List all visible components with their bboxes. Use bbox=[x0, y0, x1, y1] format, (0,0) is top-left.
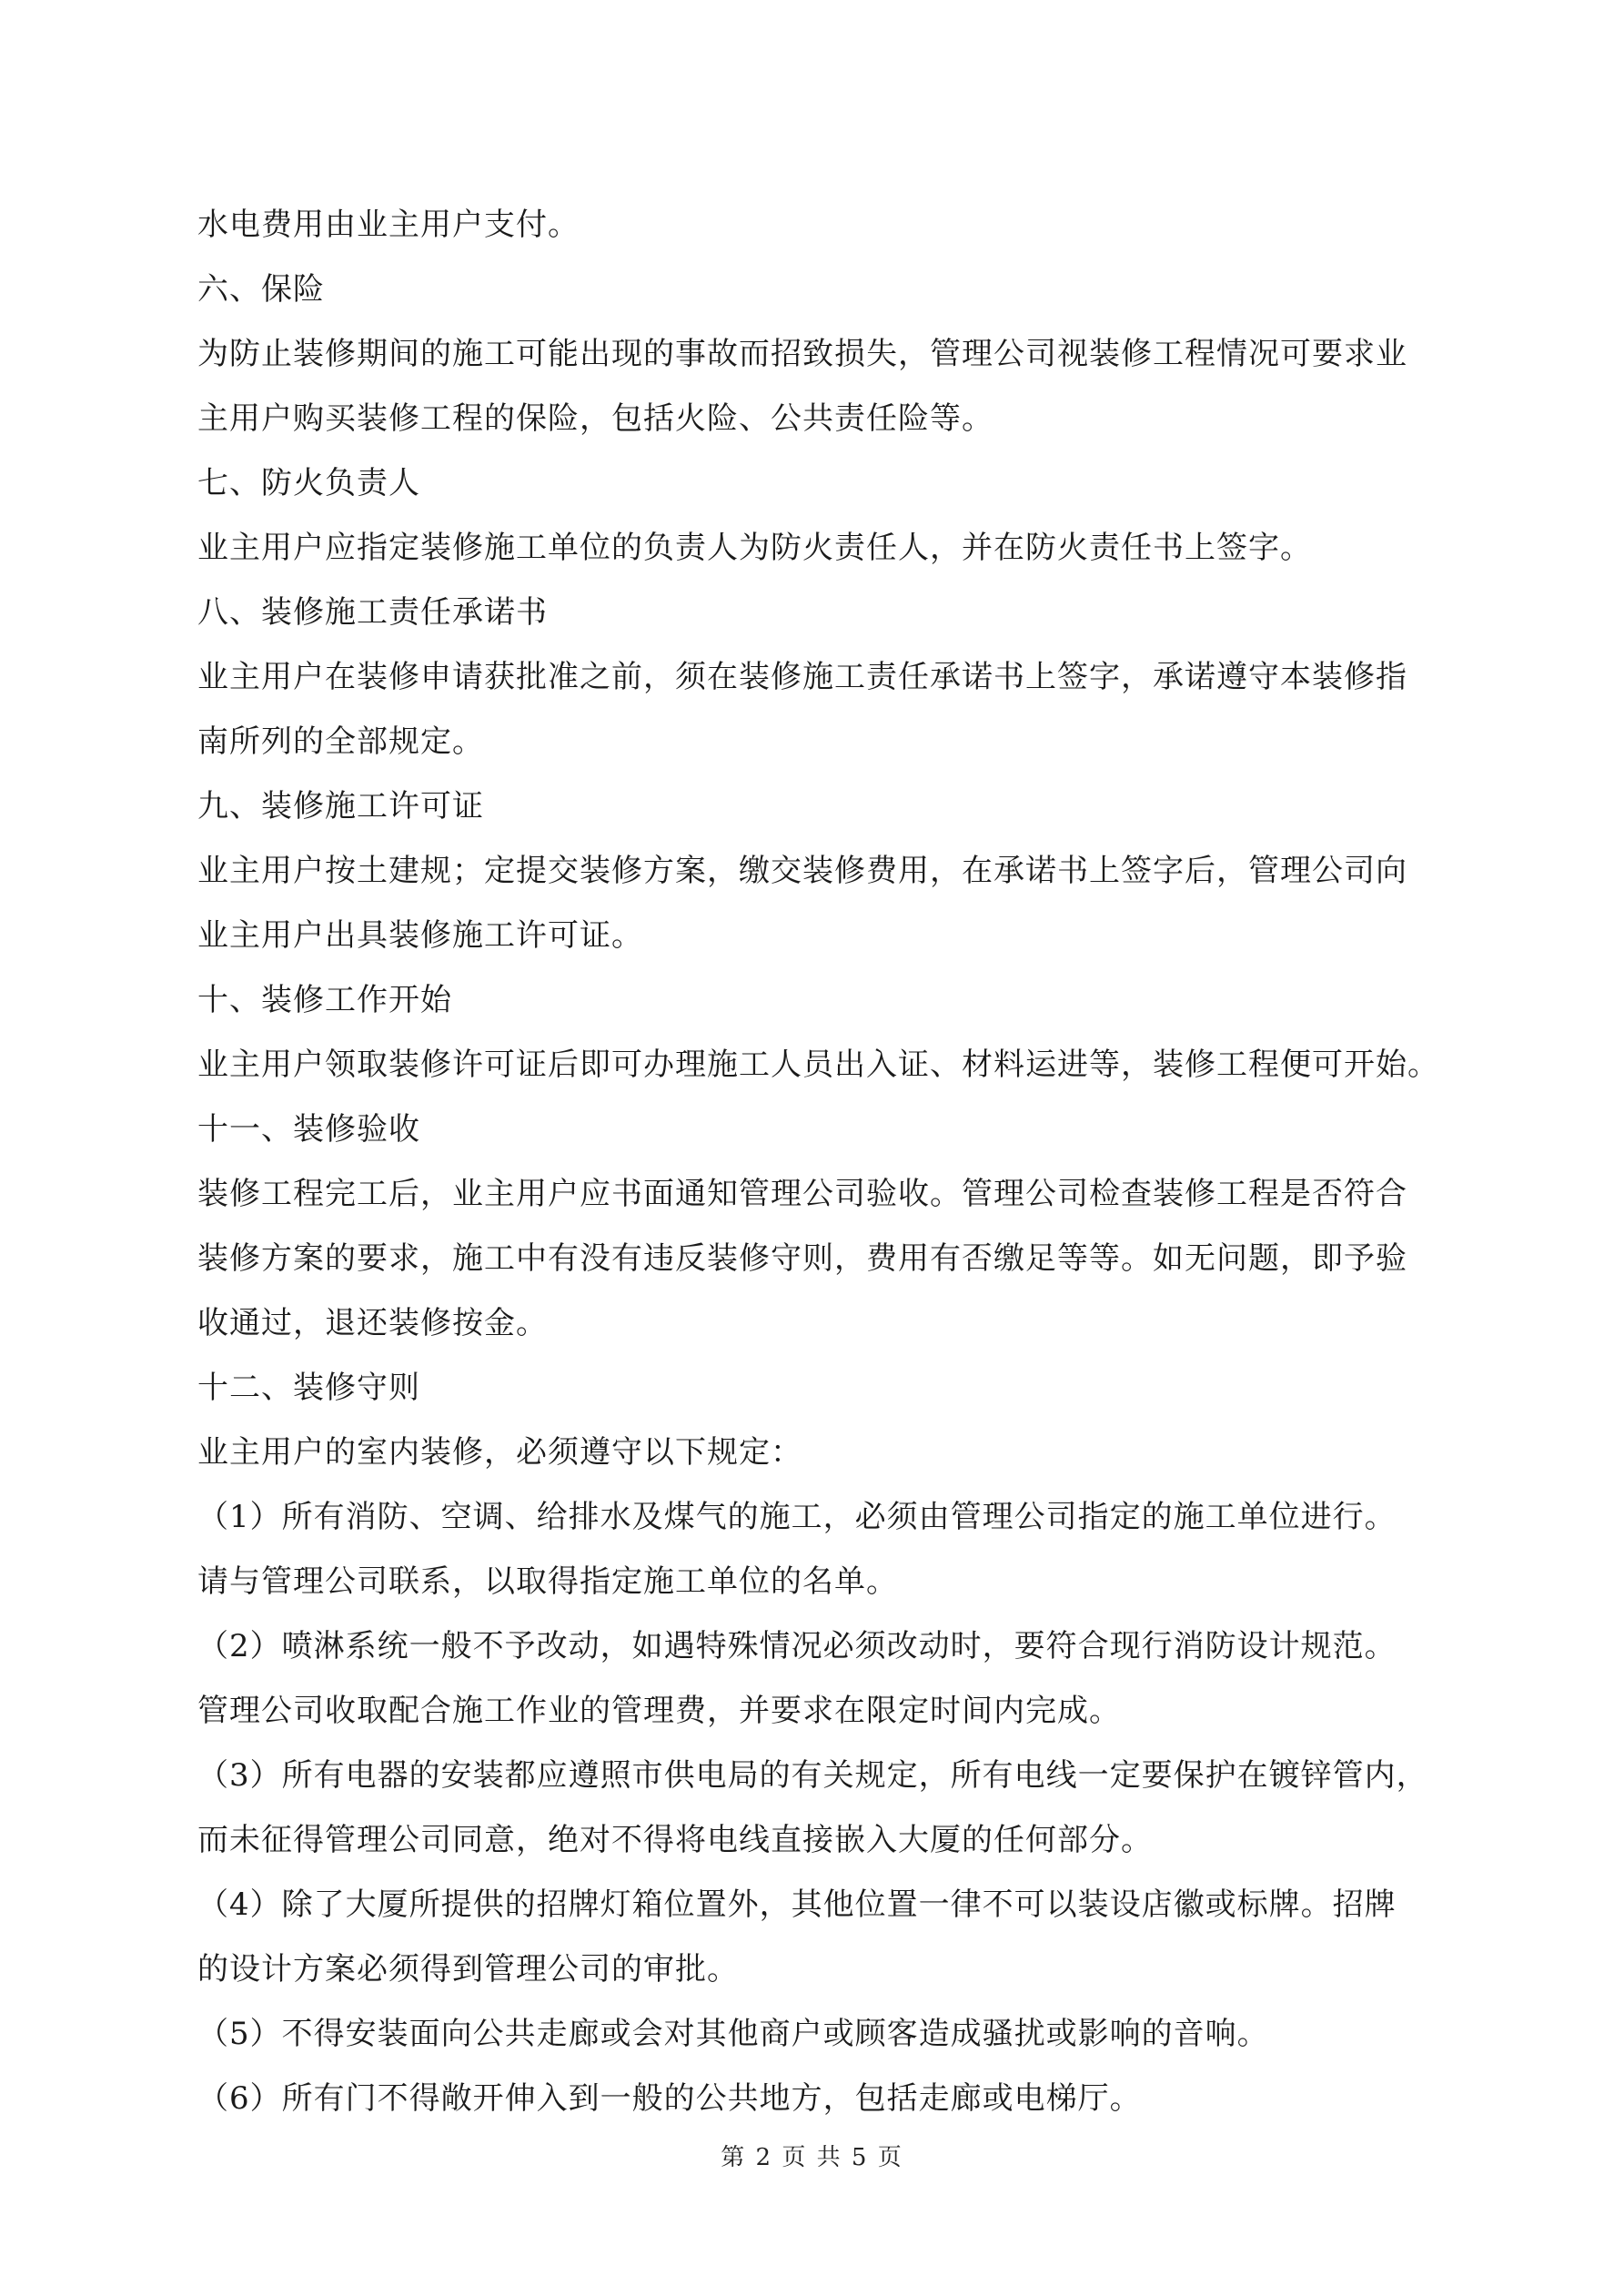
rule-item: （4）除了大厦所提供的招牌灯箱位置外，其他位置一律不可以装设店徽或标牌。招牌 bbox=[197, 1886, 1397, 1923]
body-line: 业主用户应指定装修施工单位的负责人为防火责任人，并在防火责任书上签字。 bbox=[197, 530, 1312, 566]
body-line: 业主用户领取装修许可证后即可办理施工人员出入证、材料运进等，装修工程便可开始。 bbox=[197, 1047, 1439, 1083]
page-number-footer: 第 2 页 共 5 页 bbox=[721, 2144, 903, 2171]
rule-item: （2）喷淋系统一般不予改动，如遇特殊情况必须改动时，要符合现行消防设计规范。 bbox=[197, 1628, 1397, 1664]
body-line: 主用户购买装修工程的保险，包括火险、公共责任险等。 bbox=[197, 400, 994, 437]
body-line: 收通过，退还装修按金。 bbox=[197, 1305, 548, 1341]
section-heading: 十、装修工作开始 bbox=[197, 982, 452, 1018]
rule-item: （5）不得安装面向公共走廊或会对其他商户或顾客造成骚扰或影响的音响。 bbox=[197, 2016, 1269, 2052]
body-line: 业主用户按土建规；定提交装修方案，缴交装修费用，在承诺书上签字后，管理公司向 bbox=[197, 853, 1407, 889]
body-line: 南所列的全部规定。 bbox=[197, 723, 484, 760]
body-line: 而未征得管理公司同意，绝对不得将电线直接嵌入大厦的任何部分。 bbox=[197, 1822, 1153, 1858]
section-heading: 九、装修施工许可证 bbox=[197, 788, 484, 824]
body-line: 请与管理公司联系，以取得指定施工单位的名单。 bbox=[197, 1563, 898, 1600]
body-line: 业主用户的室内装修，必须遵守以下规定： bbox=[197, 1434, 802, 1471]
body-line: 装修方案的要求，施工中有没有违反装修守则，费用有否缴足等等。如无问题，即予验 bbox=[197, 1240, 1407, 1277]
document-body bbox=[197, 193, 1439, 2131]
rule-item: （3）所有电器的安装都应遵照市供电局的有关规定，所有电线一定要保护在镀锌管内， bbox=[197, 1757, 1428, 1794]
body-line: 管理公司收取配合施工作业的管理费，并要求在限定时间内完成。 bbox=[197, 1693, 1121, 1729]
rule-item: （1）所有消防、空调、给排水及煤气的施工，必须由管理公司指定的施工单位进行。 bbox=[197, 1499, 1397, 1535]
body-line: 水电费用由业主用户支付。 bbox=[197, 207, 580, 243]
section-heading: 七、防火负责人 bbox=[197, 465, 420, 501]
section-heading: 六、保险 bbox=[197, 271, 325, 308]
section-heading: 十一、装修验收 bbox=[197, 1111, 420, 1148]
section-heading: 八、装修施工责任承诺书 bbox=[197, 594, 548, 631]
body-line: 业主用户出具装修施工许可证。 bbox=[197, 917, 643, 954]
section-heading: 十二、装修守则 bbox=[197, 1370, 420, 1406]
body-line: 的设计方案必须得到管理公司的审批。 bbox=[197, 1951, 739, 1988]
body-line: 装修工程完工后，业主用户应书面通知管理公司验收。管理公司检查装修工程是否符合 bbox=[197, 1176, 1407, 1212]
body-line: 业主用户在装修申请获批准之前，须在装修施工责任承诺书上签字，承诺遵守本装修指 bbox=[197, 659, 1407, 695]
rule-item: （6）所有门不得敞开伸入到一般的公共地方，包括走廊或电梯厅。 bbox=[197, 2080, 1142, 2117]
body-line: 为防止装修期间的施工可能出现的事故而招致损失，管理公司视装修工程情况可要求业 bbox=[197, 336, 1407, 372]
